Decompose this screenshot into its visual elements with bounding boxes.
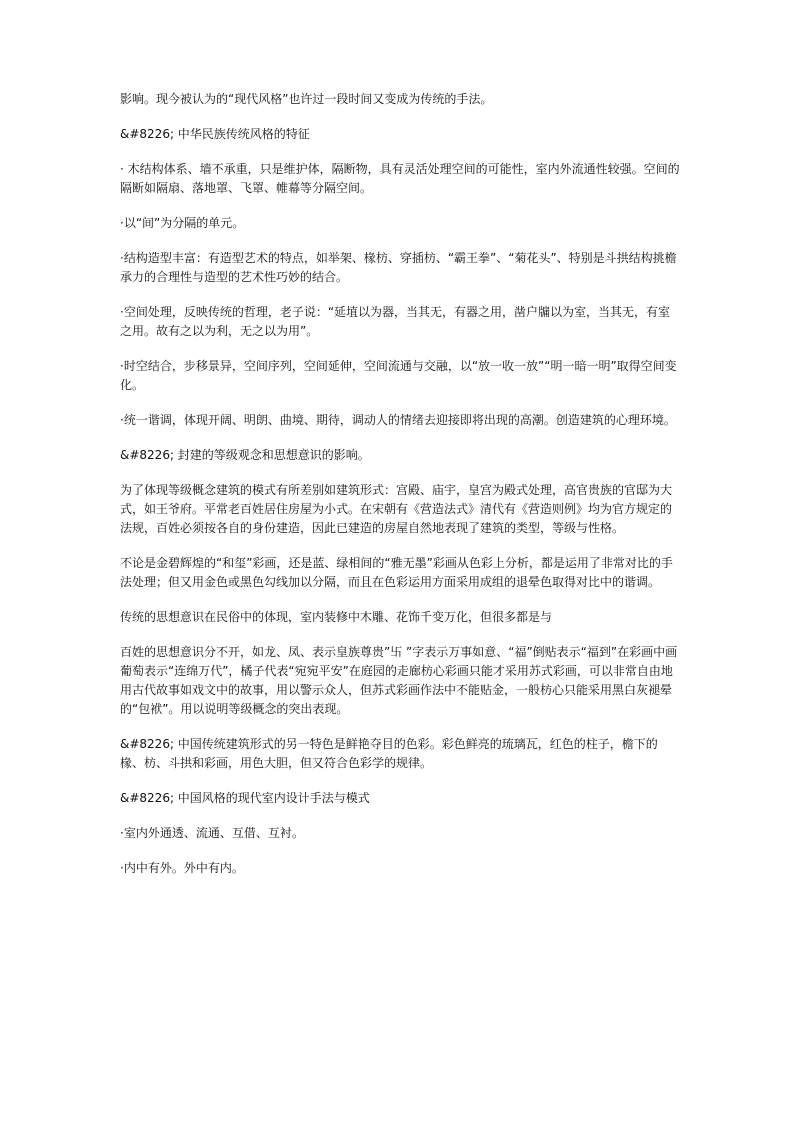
paragraph-folk-symbols: 百姓的思想意识分不开，如龙、凤、表示皇族尊贵”卐 ”字表示万事如意、“福”倒贴表示“福到”在彩画中画葡萄表示“连绵万代”，橘子代表“宛宛平安”在庭园的走廊枋心彩画只能才采用苏式彩画，可以非常自由地用古代故事如戏文中的故事，用以警示众人，但苏式彩画作法中不能贴金，一般枋心只能采用黑白灰褪晕的“包袱”。用以说明等级概念的突出表现。 [120, 645, 678, 716]
paragraph-structural-form: ·结构造型丰富：有造型艺术的特点，如举架、椽枋、穿插枋、“霸王拳”、“菊花头”、特别是斗拱结构挑檐承力的合理性与造型的艺术性巧妙的结合。 [120, 251, 677, 284]
paragraph-harmony: ·统一谐调，体现开阔、明朗、曲境、期待，调动人的情绪去迎接即将出现的高潮。创造建筑的心理环境。 [120, 413, 676, 427]
paragraph-inside-outside: ·内中有外。外中有内。 [120, 861, 244, 875]
heading-color-feature: &#8226; 中国传统建筑形式的另一特色是鲜艳夺目的色彩。彩色鲜亮的琉璃瓦，红色的柱子，檐下的椽、枋、斗拱和彩画，用色大胆，但又符合色彩学的规律。 [120, 737, 658, 770]
paragraph-wood-structure: · 木结构体系、墙不承重，只是维护体，隔断物，具有灵活处理空间的可能性，室内外流通性较强。空间的隔断如隔扇、落地罩、飞罩、帷幕等分隔空间。 [120, 162, 680, 195]
heading-modern-design: &#8226; 中国风格的现代室内设计手法与模式 [120, 791, 370, 805]
paragraph-building-hierarchy: 为了体现等级概念建筑的模式有所差别如建筑形式：宫殿、庙宇，皇宫为殿式处理，高官贵族的官邸为大式，如王爷府。平常老百姓居住房屋为小式。在宋朝有《营造法式》清代有《营造则例》均为官方规定的法规，百姓必须按各自的身份建造，因此已建造的房屋自然地表现了建筑的类型，等级与性格。 [120, 483, 673, 535]
paragraph-color-painting: 不论是金碧辉煌的“和玺”彩画，还是蓝、绿相间的“雅无墨”彩画从色彩上分析，都是运用了非常对比的手法处理；但又用金色或黑色勾线加以分隔，而且在色彩运用方面采用成组的退晕色取得对比中的谐调。 [120, 556, 673, 589]
paragraph-jian-unit: ·以“间”为分隔的单元。 [120, 216, 245, 230]
heading-feudal-hierarchy: &#8226; 封建的等级观念和思想意识的影响。 [120, 448, 370, 462]
paragraph-space-time: ·时空结合，步移景异，空间序列，空间延伸，空间流通与交融，以“放一收一放”“明一暗一明”取得空间变化。 [120, 359, 677, 392]
document-page [120, 90, 680, 894]
heading-traditional-style-features: &#8226; 中华民族传统风格的特征 [120, 127, 310, 141]
paragraph-space-handling: ·空间处理，反映传统的哲理，老子说：“延埴以为器，当其无，有器之用，凿户牖以为室，当其无，有室之用。故有之以为利，无之以为用”。 [120, 305, 671, 338]
paragraph-intro-continuation: 影响。现今被认为的“现代风格”也许过一段时间又变成为传统的手法。 [120, 92, 493, 106]
paragraph-indoor-outdoor: ·室内外通透、流通、互借、互衬。 [120, 826, 304, 840]
paragraph-folk-custom: 传统的思想意识在民俗中的体现，室内装修中木雕、花饰千变万化，但很多都是与 [120, 610, 553, 624]
